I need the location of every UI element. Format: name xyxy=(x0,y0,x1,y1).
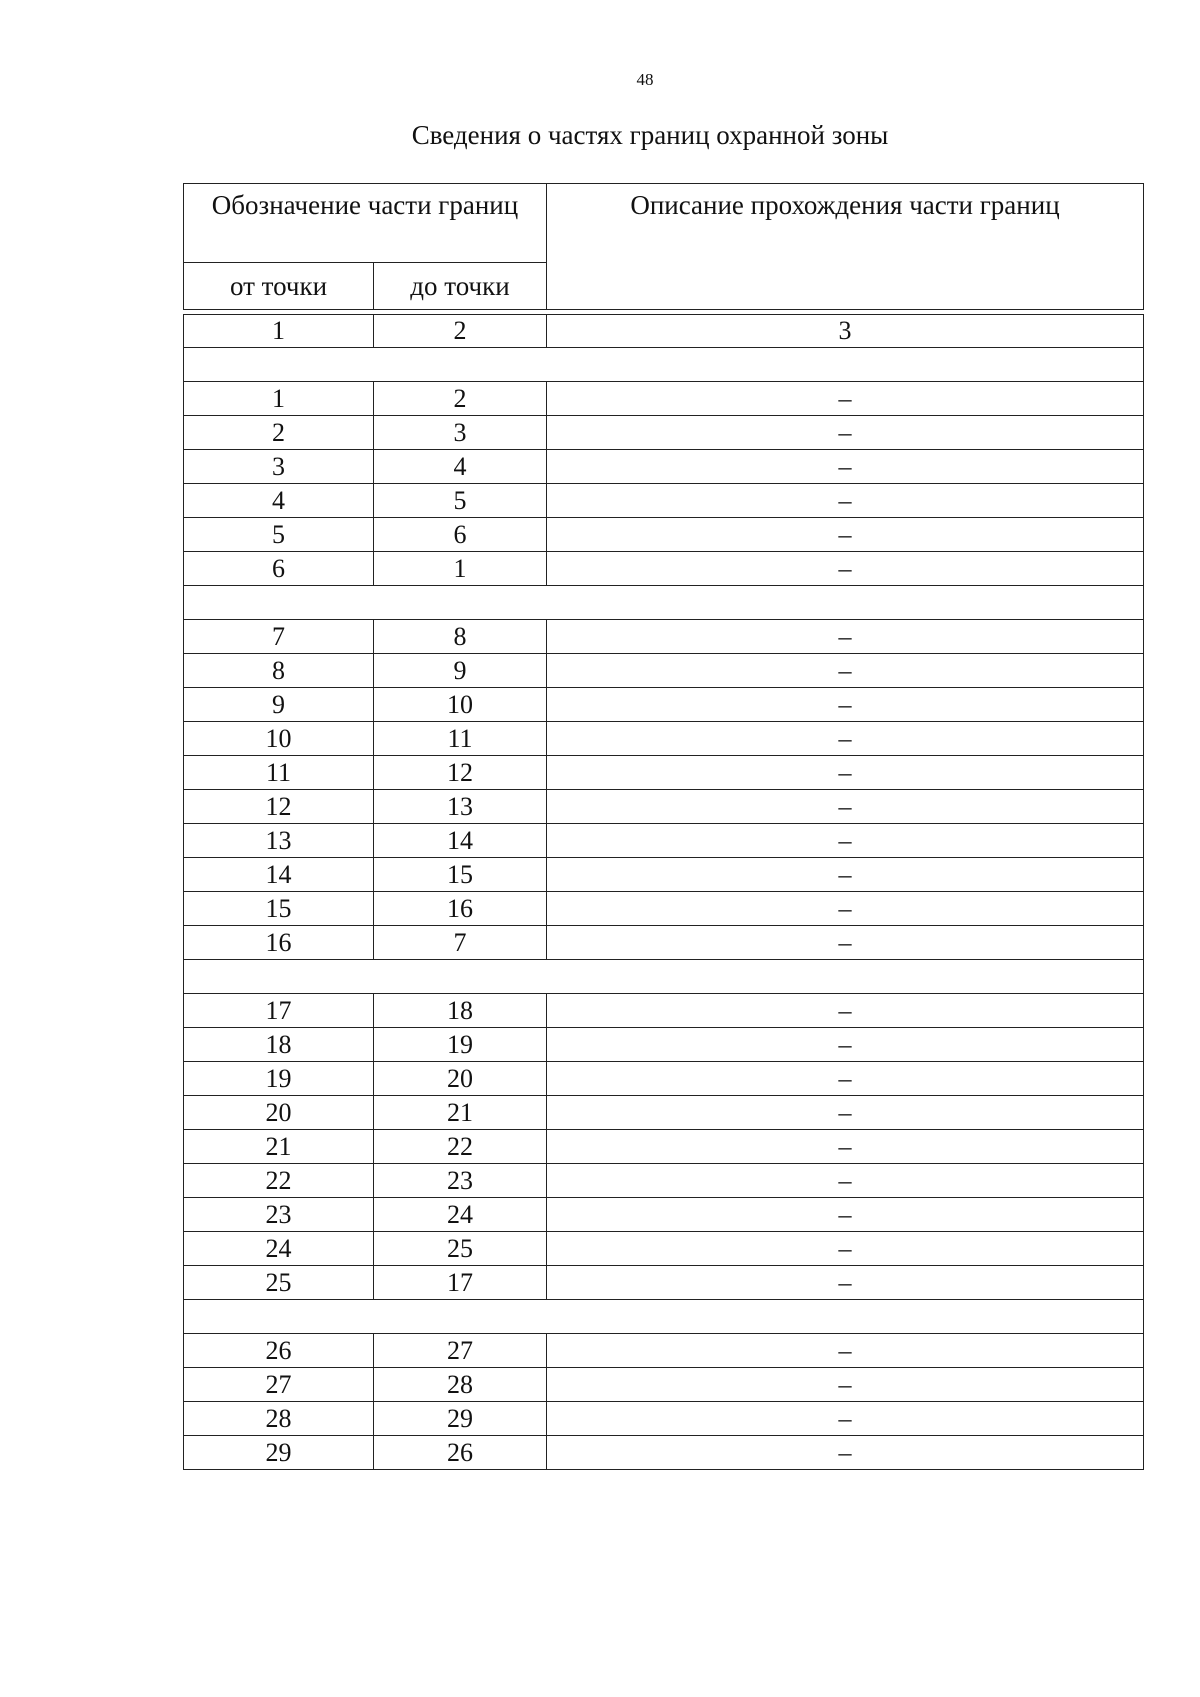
description-cell: – xyxy=(547,1436,1144,1470)
to-point-cell: 24 xyxy=(374,1198,547,1232)
from-point-cell: 18 xyxy=(184,1028,374,1062)
group-separator-cell xyxy=(184,1300,1144,1334)
from-point-cell: 13 xyxy=(184,824,374,858)
table-row xyxy=(184,1232,1144,1266)
table-row xyxy=(184,1266,1144,1300)
from-point-cell: 25 xyxy=(184,1266,374,1300)
group-separator-row xyxy=(184,348,1144,382)
group-separator-cell xyxy=(184,348,1144,382)
description-cell: – xyxy=(547,1402,1144,1436)
column-number-1: 1 xyxy=(184,315,374,348)
table-row xyxy=(184,450,1144,484)
description-cell: – xyxy=(547,518,1144,552)
group-separator-cell xyxy=(184,960,1144,994)
from-point-cell: 2 xyxy=(184,416,374,450)
to-point-cell: 23 xyxy=(374,1164,547,1198)
to-point-cell: 10 xyxy=(374,688,547,722)
from-point-cell: 14 xyxy=(184,858,374,892)
column-number-3: 3 xyxy=(547,315,1144,348)
description-cell: – xyxy=(547,1198,1144,1232)
description-cell: – xyxy=(547,620,1144,654)
to-point-cell: 3 xyxy=(374,416,547,450)
table-row xyxy=(184,1164,1144,1198)
to-point-cell: 21 xyxy=(374,1096,547,1130)
description-cell: – xyxy=(547,756,1144,790)
table-row xyxy=(184,1096,1144,1130)
page-number: 48 xyxy=(636,70,654,89)
to-point-cell: 28 xyxy=(374,1368,547,1402)
table-row xyxy=(184,756,1144,790)
from-point-cell: 17 xyxy=(184,994,374,1028)
from-point-cell: 19 xyxy=(184,1062,374,1096)
to-point-cell: 2 xyxy=(374,382,547,416)
to-point-cell: 9 xyxy=(374,654,547,688)
header-designation: Обозначение части границ xyxy=(184,184,547,263)
group-separator-row xyxy=(184,1300,1144,1334)
table-row xyxy=(184,518,1144,552)
from-point-cell: 15 xyxy=(184,892,374,926)
from-point-cell: 22 xyxy=(184,1164,374,1198)
group-separator-row xyxy=(184,586,1144,620)
to-point-cell: 6 xyxy=(374,518,547,552)
from-point-cell: 20 xyxy=(184,1096,374,1130)
from-point-cell: 10 xyxy=(184,722,374,756)
to-point-cell: 1 xyxy=(374,552,547,586)
table-row xyxy=(184,722,1144,756)
description-cell: – xyxy=(547,994,1144,1028)
description-cell: – xyxy=(547,1368,1144,1402)
description-cell: – xyxy=(547,1164,1144,1198)
from-point-cell: 12 xyxy=(184,790,374,824)
from-point-cell: 4 xyxy=(184,484,374,518)
to-point-cell: 15 xyxy=(374,858,547,892)
header-from-point: от точки xyxy=(184,263,374,310)
from-point-cell: 21 xyxy=(184,1130,374,1164)
to-point-cell: 16 xyxy=(374,892,547,926)
to-point-cell: 19 xyxy=(374,1028,547,1062)
table-row xyxy=(184,994,1144,1028)
table-body xyxy=(184,184,1144,1470)
from-point-cell: 28 xyxy=(184,1402,374,1436)
description-cell: – xyxy=(547,858,1144,892)
table-row xyxy=(184,1402,1144,1436)
from-point-cell: 5 xyxy=(184,518,374,552)
description-cell: – xyxy=(547,484,1144,518)
boundary-parts-table xyxy=(183,183,1144,1470)
from-point-cell: 27 xyxy=(184,1368,374,1402)
to-point-cell: 13 xyxy=(374,790,547,824)
from-point-cell: 26 xyxy=(184,1334,374,1368)
from-point-cell: 29 xyxy=(184,1436,374,1470)
table-row xyxy=(184,416,1144,450)
to-point-cell: 22 xyxy=(374,1130,547,1164)
from-point-cell: 23 xyxy=(184,1198,374,1232)
to-point-cell: 27 xyxy=(374,1334,547,1368)
description-cell: – xyxy=(547,1028,1144,1062)
from-point-cell: 7 xyxy=(184,620,374,654)
table-row xyxy=(184,1028,1144,1062)
table-row xyxy=(184,654,1144,688)
table-row xyxy=(184,1436,1144,1470)
column-number-row xyxy=(184,315,1144,348)
table-row xyxy=(184,1130,1144,1164)
to-point-cell: 8 xyxy=(374,620,547,654)
to-point-cell: 18 xyxy=(374,994,547,1028)
to-point-cell: 17 xyxy=(374,1266,547,1300)
to-point-cell: 26 xyxy=(374,1436,547,1470)
description-cell: – xyxy=(547,552,1144,586)
from-point-cell: 11 xyxy=(184,756,374,790)
table-row xyxy=(184,926,1144,960)
table-row xyxy=(184,858,1144,892)
from-point-cell: 1 xyxy=(184,382,374,416)
column-number-2: 2 xyxy=(374,315,547,348)
table-row xyxy=(184,688,1144,722)
description-cell: – xyxy=(547,926,1144,960)
description-cell: – xyxy=(547,790,1144,824)
description-cell: – xyxy=(547,824,1144,858)
from-point-cell: 24 xyxy=(184,1232,374,1266)
description-cell: – xyxy=(547,1096,1144,1130)
page-title: Сведения о частях границ охранной зоны xyxy=(411,120,889,150)
table-row xyxy=(184,892,1144,926)
description-cell: – xyxy=(547,1130,1144,1164)
table-row xyxy=(184,1334,1144,1368)
to-point-cell: 7 xyxy=(374,926,547,960)
from-point-cell: 16 xyxy=(184,926,374,960)
header-description: Описание прохождения части границ xyxy=(547,184,1144,310)
table-row xyxy=(184,1062,1144,1096)
from-point-cell: 3 xyxy=(184,450,374,484)
to-point-cell: 14 xyxy=(374,824,547,858)
table-row xyxy=(184,1368,1144,1402)
from-point-cell: 8 xyxy=(184,654,374,688)
group-separator-row xyxy=(184,960,1144,994)
description-cell: – xyxy=(547,1062,1144,1096)
description-cell: – xyxy=(547,1266,1144,1300)
description-cell: – xyxy=(547,450,1144,484)
description-cell: – xyxy=(547,654,1144,688)
table-row xyxy=(184,552,1144,586)
description-cell: – xyxy=(547,382,1144,416)
table-row xyxy=(184,620,1144,654)
description-cell: – xyxy=(547,722,1144,756)
description-cell: – xyxy=(547,688,1144,722)
table-row xyxy=(184,1198,1144,1232)
to-point-cell: 25 xyxy=(374,1232,547,1266)
table-row xyxy=(184,382,1144,416)
to-point-cell: 4 xyxy=(374,450,547,484)
to-point-cell: 29 xyxy=(374,1402,547,1436)
to-point-cell: 20 xyxy=(374,1062,547,1096)
from-point-cell: 9 xyxy=(184,688,374,722)
description-cell: – xyxy=(547,1232,1144,1266)
header-to-point: до точки xyxy=(374,263,547,310)
description-cell: – xyxy=(547,416,1144,450)
to-point-cell: 11 xyxy=(374,722,547,756)
to-point-cell: 5 xyxy=(374,484,547,518)
table-row xyxy=(184,484,1144,518)
description-cell: – xyxy=(547,1334,1144,1368)
table-row xyxy=(184,824,1144,858)
description-cell: – xyxy=(547,892,1144,926)
table-row xyxy=(184,790,1144,824)
to-point-cell: 12 xyxy=(374,756,547,790)
header-row xyxy=(184,184,1144,263)
from-point-cell: 6 xyxy=(184,552,374,586)
group-separator-cell xyxy=(184,586,1144,620)
